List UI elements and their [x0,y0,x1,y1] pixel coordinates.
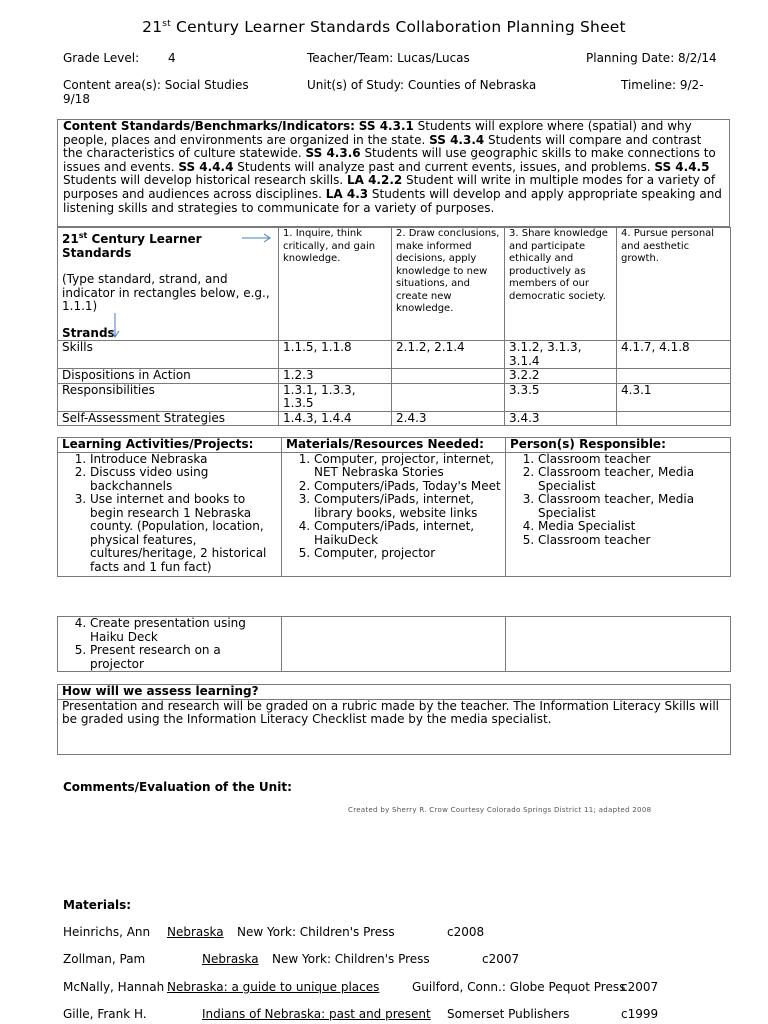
persons-list [506,453,726,548]
material-title: Indians of Nebraska: past and present [202,1007,431,1021]
assessment-table [57,684,731,755]
materials-header: Materials/Resources Needed: [282,438,506,453]
row-label: Self-Assessment Strategies [58,411,279,426]
activities-list [58,453,277,575]
empty-cell [282,617,506,672]
row-label: Dispositions in Action [58,369,279,384]
assessment-heading: How will we assess learning? [58,685,731,700]
activities-continued-list [58,617,277,671]
planning-date: Planning Date: 8/2/14 [586,51,717,65]
list-item: 3. Computers/iPads, internet, library books, website links [314,493,501,520]
credit-line: Created by Sherry R. Crow Courtesy Colorado Springs District 11; adapted 2008 [348,806,652,814]
table-row [58,341,731,369]
material-title: Nebraska [167,925,224,939]
standard-code: SS 4.4.4 [178,159,234,174]
table-cell [392,383,505,411]
material-publisher: New York: Children's Press [272,952,430,966]
material-year: c2008 [447,925,485,939]
timeline-end: 9/18 [63,92,90,106]
standard-code: SS 4.3.4 [429,132,485,147]
materials-list [282,453,501,561]
table-cell [617,369,731,384]
material-author: Gille, Frank H. [63,1007,147,1021]
materials-heading: Materials: [63,898,132,912]
list-item: 5. Computer, projector [314,547,501,561]
persons-header: Person(s) Responsible: [506,438,731,453]
material-publisher: New York: Children's Press [237,925,395,939]
table-cell: 2.1.2, 2.1.4 [392,341,505,369]
table-cell [617,411,731,426]
list-item: 4. Media Specialist [538,520,726,534]
column-header-2: 2. Draw conclusions, make informed decisions, apply knowledge to new situations, and create new knowledge. [392,228,505,341]
learner-instruction: (Type standard, strand, and indicator in rectangles below, e.g., 1.1.1) [62,272,270,313]
standard-text: Students will use geographic skills to make connections to issues and events. [63,146,716,174]
activities-header: Learning Activities/Projects: [58,438,282,453]
strands-label: Strands [62,325,115,340]
timeline: Timeline: 9/2- [621,78,704,92]
material-author: McNally, Hannah [63,980,165,994]
material-year: c1999 [621,1007,659,1021]
material-title: Nebraska [202,952,259,966]
list-item: 2. Computers/iPads, Today's Meet [314,480,501,494]
table-cell [392,369,505,384]
grade-level-label: Grade Level: [63,51,140,65]
standard-text: Student will write in multiple modes for a variety of purposes and audiences across disciplines. [63,173,716,201]
standard-code: SS 4.4.5 [654,159,710,174]
list-item: 5. Present research on a projector [90,644,277,671]
list-item: 1. Computer, projector, internet, NET Nebraska Stories [314,453,501,480]
list-item: 5. Classroom teacher [538,534,726,548]
table-cell: 3.1.2, 3.1.3, 3.1.4 [505,341,617,369]
standard-code: LA 4.3 [325,186,369,201]
grade-level-value: 4 [168,51,176,65]
list-item: 3. Use internet and books to begin research 1 Nebraska county. (Population, location, physical features, cultures/heritage, 2 historical facts and 1 fun fact) [90,493,277,574]
material-author: Heinrichs, Ann [63,925,151,939]
standard-code: SS 4.3.1 [358,119,414,133]
table-cell: 3.3.5 [505,383,617,411]
material-year: c2007 [621,980,659,994]
standard-text: Students will develop historical research skills. [63,173,347,188]
list-item: 4. Computers/iPads, internet, HaikuDeck [314,520,501,547]
column-header-3: 3. Share knowledge and participate ethically and productively as members of our democratic society. [505,228,617,341]
standard-text: Students will develop and apply appropriate speaking and listening skills and strategies to communicate for a variety of purposes. [63,186,722,215]
list-item: 1. Introduce Nebraska [90,453,277,467]
standard-code: LA 4.2.2 [346,173,403,188]
table-cell: 3.4.3 [505,411,617,426]
right-arrow-icon [242,232,272,244]
standard-text: Students will compare and contrast the characteristics of culture statewide. [63,132,702,161]
list-item: 2. Classroom teacher, Media Specialist [538,466,726,493]
learner-heading-cell [58,228,279,341]
column-header-1: 1. Inquire, think critically, and gain knowledge. [279,228,392,341]
materials-list-cell [282,452,506,576]
material-title: Nebraska: a guide to unique places [167,980,380,994]
row-label: Skills [58,341,279,369]
standard-code: SS 4.3.6 [305,146,361,161]
comments-heading: Comments/Evaluation of the Unit: [63,780,292,794]
list-item: 3. Classroom teacher, Media Specialist [538,493,726,520]
assessment-text: Presentation and research will be graded on a rubric made by the teacher. The Information Literacy Skills will be graded using the Information Literacy Checklist made by the media specialist. [58,699,731,754]
activities-continued-cell [58,617,282,672]
table-cell: 1.4.3, 1.4.4 [279,411,392,426]
material-year: c2007 [482,952,520,966]
activities-continued-table [57,616,731,672]
content-area: Content area(s): Social Studies [63,78,249,92]
page-title: 21st Century Learner Standards Collaboration Planning Sheet [142,18,626,36]
column-header-4: 4. Pursue personal and aesthetic growth. [617,228,731,341]
table-cell: 1.3.1, 1.3.3, 1.3.5 [279,383,392,411]
table-cell: 2.4.3 [392,411,505,426]
material-publisher: Somerset Publishers [447,1007,570,1021]
material-author: Zollman, Pam [63,952,146,966]
activities-list-cell [58,452,282,576]
activities-table [57,437,731,577]
table-cell: 3.2.2 [505,369,617,384]
standard-text: Students will explore where (spatial) and why people, places and environments are organized in the state. [63,119,692,147]
persons-list-cell [506,452,731,576]
unit-of-study: Unit(s) of Study: Counties of Nebraska [307,78,537,92]
table-row [58,369,731,384]
table-cell: 1.1.5, 1.1.8 [279,341,392,369]
list-item: 2. Discuss video using backchannels [90,466,277,493]
standards-label: Content Standards/Benchmarks/Indicators: [63,119,355,133]
content-standards-box [57,119,730,227]
table-row [58,383,731,411]
down-arrow-icon [109,313,121,339]
standard-text: Students will analyze past and current events, issues, and problems. [233,159,655,174]
empty-cell [506,617,731,672]
list-item: 4. Create presentation using Haiku Deck [90,617,277,644]
table-cell: 4.3.1 [617,383,731,411]
learner-standards-table [57,227,731,426]
material-publisher: Guilford, Conn.: Globe Pequot Press [412,980,626,994]
table-row [58,411,731,426]
learner-heading: 21st Century Learner Standards [62,231,202,260]
table-cell: 1.2.3 [279,369,392,384]
row-label: Responsibilities [58,383,279,411]
table-cell: 4.1.7, 4.1.8 [617,341,731,369]
teacher-team: Teacher/Team: Lucas/Lucas [307,51,470,65]
list-item: 1. Classroom teacher [538,453,726,467]
